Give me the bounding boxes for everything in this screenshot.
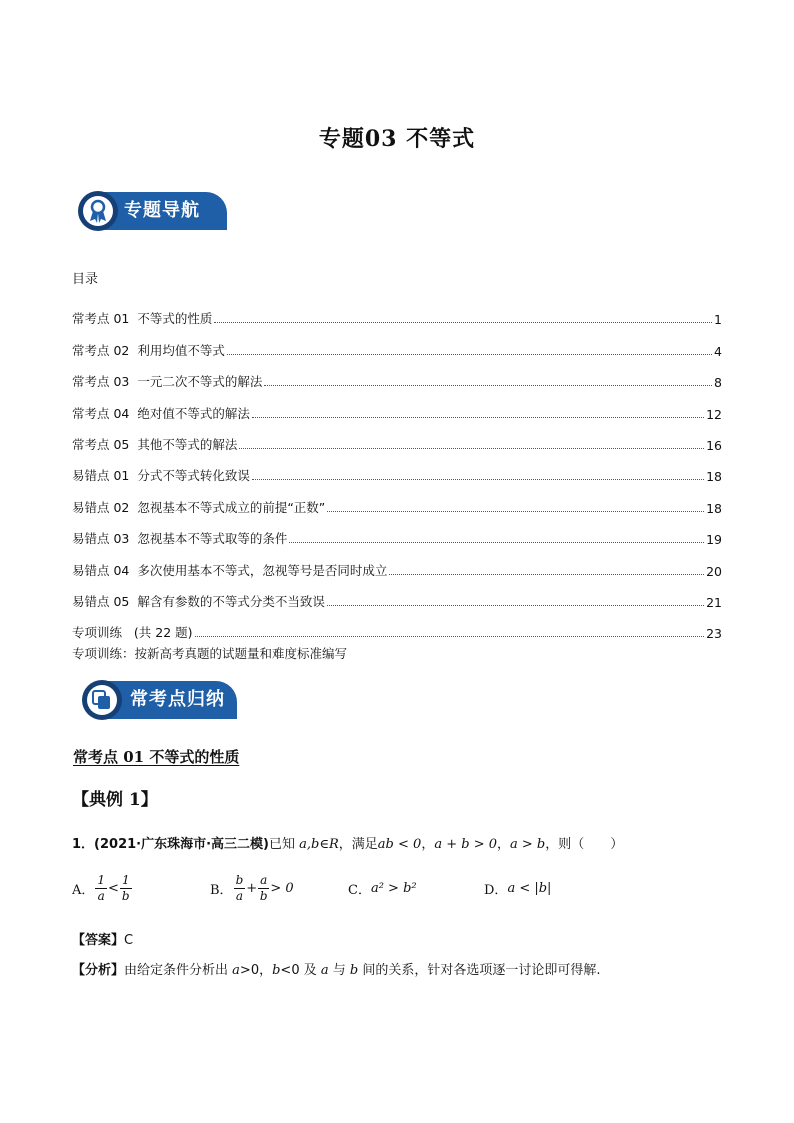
toc-entry-label: 易错点 04 多次使用基本不等式，忽视等号是否同时成立 bbox=[72, 562, 388, 578]
question-separator: ， bbox=[497, 837, 511, 852]
toc-leader-dots bbox=[389, 573, 704, 575]
toc-entry-8[interactable] bbox=[72, 516, 722, 547]
analysis-var: b bbox=[349, 963, 359, 978]
analysis-line bbox=[72, 959, 600, 978]
toc-note: 专项训练：按新高考真题的试题量和难度标准编写 bbox=[72, 646, 348, 661]
toc-entry-page: 19 bbox=[706, 532, 722, 548]
question-ending: ，则（ ） bbox=[545, 837, 624, 852]
option-label: A． bbox=[72, 882, 95, 898]
fraction bbox=[258, 873, 269, 904]
option-label: B． bbox=[210, 882, 233, 898]
relation: < bbox=[108, 880, 119, 896]
toc-leader-dots bbox=[327, 510, 704, 512]
numerator: b bbox=[235, 872, 244, 887]
operator: + bbox=[246, 880, 258, 896]
option-label: D． bbox=[484, 882, 508, 898]
toc-entry-label: 易错点 05 解含有参数的不等式分类不当致误 bbox=[72, 593, 325, 609]
toc-leader-dots bbox=[227, 353, 712, 355]
banner-key-points bbox=[80, 677, 240, 723]
toc-entry-11[interactable] bbox=[72, 610, 722, 641]
analysis-var: b bbox=[272, 963, 281, 978]
question-text: ，满足 bbox=[338, 837, 378, 852]
toc-entry-page: 20 bbox=[706, 563, 722, 579]
denominator: a bbox=[97, 888, 105, 903]
toc-entry-3[interactable] bbox=[72, 359, 722, 390]
toc-entry-10[interactable] bbox=[72, 579, 722, 610]
answer-options bbox=[72, 868, 722, 914]
toc-entry-page: 23 bbox=[706, 626, 722, 642]
toc-entry-label: 常考点 04 绝对值不等式的解法 bbox=[72, 405, 250, 421]
toc-entry-6[interactable] bbox=[72, 453, 722, 484]
fraction bbox=[120, 873, 132, 904]
toc-entry-1[interactable] bbox=[72, 296, 722, 327]
answer-label: 【答案】 bbox=[72, 933, 125, 948]
toc-leader-dots bbox=[327, 604, 704, 606]
numerator: a bbox=[260, 872, 268, 887]
question-source: (2021·广东珠海市·高三二模) bbox=[94, 837, 269, 852]
option-b[interactable] bbox=[210, 868, 294, 908]
question-separator: ， bbox=[421, 837, 435, 852]
toc-entry-label: 易错点 03 忽视基本不等式取等的条件 bbox=[72, 531, 288, 547]
toc-entry-7[interactable] bbox=[72, 484, 722, 515]
toc-entry-page: 18 bbox=[706, 500, 722, 516]
analysis-text: 与 bbox=[328, 963, 350, 978]
question-text: 已知 bbox=[269, 837, 296, 852]
fraction bbox=[234, 873, 246, 904]
numerator: 1 bbox=[97, 872, 106, 887]
toc-leader-dots bbox=[214, 321, 712, 323]
question-condition: a + b > 0 bbox=[434, 837, 497, 852]
toc-entry-page: 8 bbox=[714, 375, 722, 391]
toc-entry-page: 18 bbox=[706, 469, 722, 485]
question-number: 1． bbox=[72, 837, 95, 852]
toc-entry-label: 常考点 03 一元二次不等式的解法 bbox=[72, 374, 263, 390]
question-condition: a,b∈R bbox=[299, 837, 339, 852]
toc-entry-label: 常考点 05 其他不等式的解法 bbox=[72, 436, 238, 452]
toc-entry-page: 21 bbox=[706, 594, 722, 610]
analysis-label: 【分析】 bbox=[72, 963, 125, 978]
example-heading: 【典例 1】 bbox=[72, 790, 158, 810]
page-title: 专题03 不等式 bbox=[318, 126, 476, 152]
banner-label-nav: 专题导航 bbox=[124, 200, 200, 221]
toc-leader-dots bbox=[239, 447, 704, 449]
analysis-text: >0， bbox=[239, 963, 273, 978]
question-condition: ab < 0 bbox=[377, 837, 422, 852]
analysis-var: a bbox=[320, 963, 329, 978]
question-condition: a > b bbox=[510, 837, 546, 852]
option-expression: a < |b| bbox=[507, 880, 552, 896]
analysis-var: a bbox=[232, 963, 240, 978]
toc-leader-dots bbox=[289, 541, 704, 543]
analysis-text: 间的关系，针对各选项逐一讨论即可得解. bbox=[358, 963, 601, 978]
option-expression: a² > b² bbox=[370, 880, 417, 896]
toc-title: 目录 bbox=[72, 272, 99, 287]
toc-entry-page: 16 bbox=[706, 437, 722, 453]
analysis-text: <0 及 bbox=[280, 963, 321, 978]
relation: > 0 bbox=[270, 880, 294, 896]
question-1 bbox=[72, 833, 623, 852]
answer-value: C bbox=[124, 933, 134, 948]
toc-leader-dots bbox=[252, 416, 704, 418]
denominator: b bbox=[121, 888, 130, 903]
toc-entry-label: 常考点 01 不等式的性质 bbox=[72, 311, 213, 327]
toc-entry-label: 专项训练 (共 22 题) bbox=[72, 625, 193, 641]
toc-leader-dots bbox=[195, 635, 705, 637]
analysis-text: 由给定条件分析出 bbox=[124, 963, 233, 978]
toc-leader-dots bbox=[264, 384, 712, 386]
toc-entry-page: 1 bbox=[714, 312, 722, 328]
denominator: b bbox=[259, 888, 268, 903]
toc-entry-9[interactable] bbox=[72, 547, 722, 578]
toc-leader-dots bbox=[252, 478, 704, 480]
toc-entry-label: 易错点 02 忽视基本不等式成立的前提“正数” bbox=[72, 499, 326, 515]
toc-entry-4[interactable] bbox=[72, 390, 722, 421]
option-label: C． bbox=[348, 882, 371, 898]
toc-entry-page: 4 bbox=[714, 343, 722, 359]
fraction bbox=[95, 873, 107, 904]
option-d[interactable] bbox=[484, 868, 551, 908]
denominator: a bbox=[235, 888, 243, 903]
banner-label-points: 常考点归纳 bbox=[130, 689, 225, 710]
table-of-contents bbox=[72, 296, 722, 641]
toc-entry-2[interactable] bbox=[72, 327, 722, 358]
answer-line bbox=[72, 929, 133, 948]
toc-entry-page: 12 bbox=[706, 406, 722, 422]
numerator: 1 bbox=[121, 872, 130, 887]
banner-topic-nav bbox=[76, 188, 236, 234]
option-c[interactable] bbox=[348, 868, 417, 908]
toc-entry-5[interactable] bbox=[72, 422, 722, 453]
section-heading: 常考点 01 不等式的性质 bbox=[73, 748, 240, 766]
toc-entry-label: 易错点 01 分式不等式转化致误 bbox=[72, 468, 250, 484]
option-a[interactable] bbox=[72, 868, 133, 908]
toc-entry-label: 常考点 02 利用均值不等式 bbox=[72, 342, 225, 358]
